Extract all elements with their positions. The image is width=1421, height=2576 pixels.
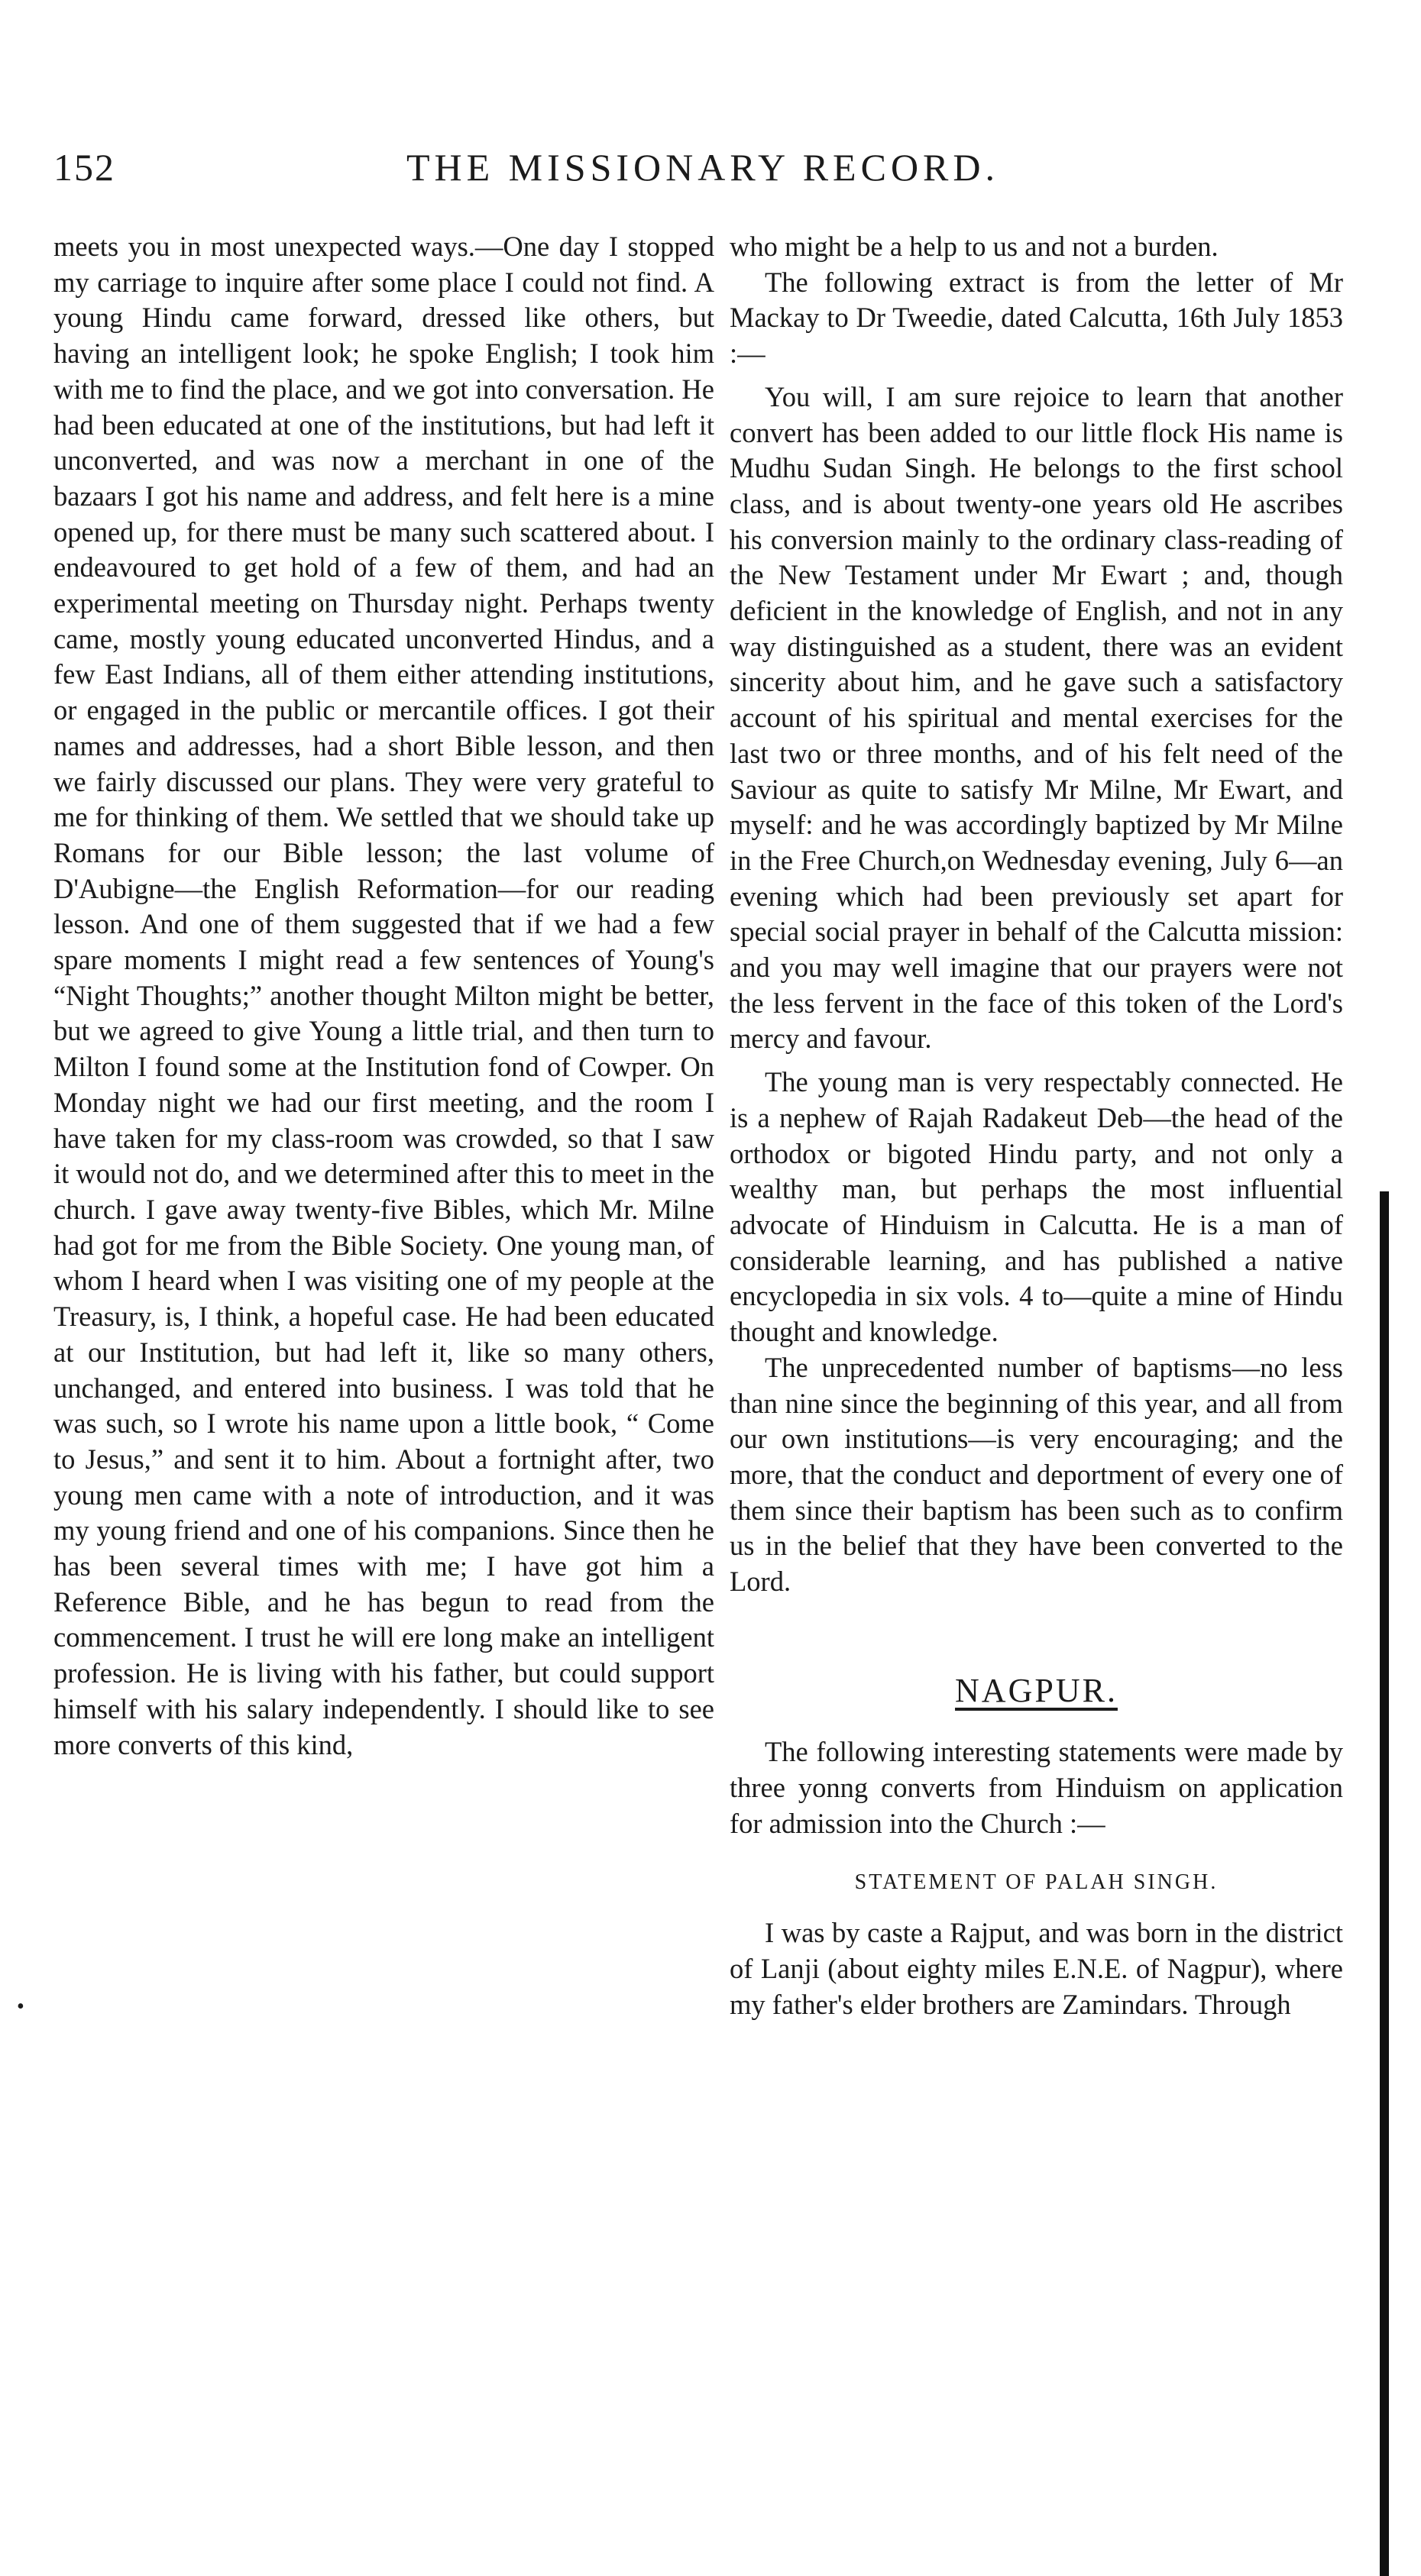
right-paragraph-extract-intro: The following extract is from the letter of Mr Mackay to Dr Tweedie, dated Calcutta, 16th July 1853 :—	[730, 266, 1343, 370]
right-paragraph-continuation: who might be a help to us and not a burden.	[730, 231, 1219, 262]
page-header	[53, 145, 1352, 199]
left-column	[53, 229, 714, 1763]
page-binding-edge	[1380, 1191, 1389, 2576]
left-paragraph: meets you in most unexpected ways.—One day I stopped my carriage to inquire after some place I could not find. A young Hindu came forward, dressed like others, but having an intelligent look; he spoke English; I took him with me to find the place, and we got into conversation. He had been educated at one of the institutions, but had left it unconverted, and was now a merchant in one of the bazaars I got his name and address, and felt here is a mine opened up, for there must be many such scattered about. I endeavoured to get hold of a few of them, and had an experimental meeting on Thursday night. Perhaps twenty came, mostly young educated unconverted Hindus, and a few East Indians, all of them either attending institutions, or engaged in the public or mercantile offices. I got their names and addresses, had a short Bible lesson, and then we fairly discussed our plans. They were very grateful to me for thinking of them. We settled that we should take up Romans for our Bible lesson; the last volume of D'Aubigne—the English Reformation—for our reading lesson. And one of them suggested that if we had a few spare moments I might read a few sentences of Young's “Night Thoughts;” another thought Milton might be better, but we agreed to give Young a little trial, and then turn to Milton I found some at the Institution fond of Cowper. On Monday night we had our first meeting, and the room I have taken for my class-room was crowded, so that I saw it would not do, and we determined after this to meet in the church. I gave away twenty-five Bibles, which Mr. Milne had got for me from the Bible Society. One young man, of whom I heard when I was visiting one of my people at the Treasury, is, I think, a hopeful case. He had been educated at our Institution, but had left it, like so many others, unchanged, and entered into business. I was told that he was such, so I wrote his name upon a little book, “ Come to Jesus,” and sent it to him. About a fortnight after, two young men came with a note of introduction, and it was my young friend and one of his companions. Since then he has been several times with me; I have got him a Reference Bible, and he has begun to read from the commencement. I trust he will ere long make an intelligent profession. He is living with his father, but could support himself with his salary independently. I should like to see more converts of this kind,	[53, 231, 714, 1760]
margin-bullet-mark: •	[17, 1995, 24, 2018]
section-heading-nagpur: NAGPUR.	[955, 1671, 1118, 1709]
running-title: THE MISSIONARY RECORD.	[406, 146, 1000, 189]
right-column	[730, 229, 1343, 2022]
right-paragraph-connection: The young man is very respectably connected. He is a nephew of Rajah Radakeut Deb—the head of the orthodox or bigoted Hindu party, and not only a wealthy man, but perhaps the most influential advocate of Hinduism in Calcutta. He is a man of considerable learning, and has published a native encyclopedia in six vols. 4 to—quite a mine of Hindu thought and knowledge.	[730, 1066, 1343, 1348]
page-number: 152	[53, 146, 115, 189]
statement-subheading: STATEMENT OF PALAH SINGH.	[854, 1870, 1219, 1894]
statement-paragraph: I was by caste a Rajput, and was born in the district of Lanji (about eighty miles E.N.E. of Nagpur), where my father's elder brothers are Zamindars. Through	[730, 1917, 1343, 2020]
right-paragraph-letter: You will, I am sure rejoice to learn that another convert has been added to our little flock His name is Mudhu Sudan Singh. He belongs to the first school class, and is about twenty-one years old He ascribes his conversion mainly to the ordinary class-reading of the New Testament under Mr Ewart ; and, though deficient in the knowledge of English, and not in any way distinguished as a student, there was an evident sincerity about him, and he gave such a satisfactory account of his spiritual and mental exercises for the last two or three months, and of his felt need of the Saviour as quite to satisfy Mr Milne, Mr Ewart, and myself: and he was accordingly baptized by Mr Milne in the Free Church,on Wednesday evening, July 6—an evening which had been previously set apart for special social prayer in behalf of the Calcutta mission: and you may well imagine that our prayers were not the less fervent in the face of this token of the Lord's mercy and favour.	[730, 380, 1343, 1055]
nagpur-intro-paragraph: The following interesting statements were made by three yonng converts from Hinduism on application for admission into the Church :—	[730, 1736, 1343, 1839]
right-paragraph-baptisms: The unprecedented number of baptisms—no less than nine since the beginning of this year, and all from our own institutions—is very encouraging; and the more, that the conduct and deportment of every one of them since their baptism has been such as to confirm us in the belief that they have been converted to the Lord.	[730, 1351, 1343, 1598]
